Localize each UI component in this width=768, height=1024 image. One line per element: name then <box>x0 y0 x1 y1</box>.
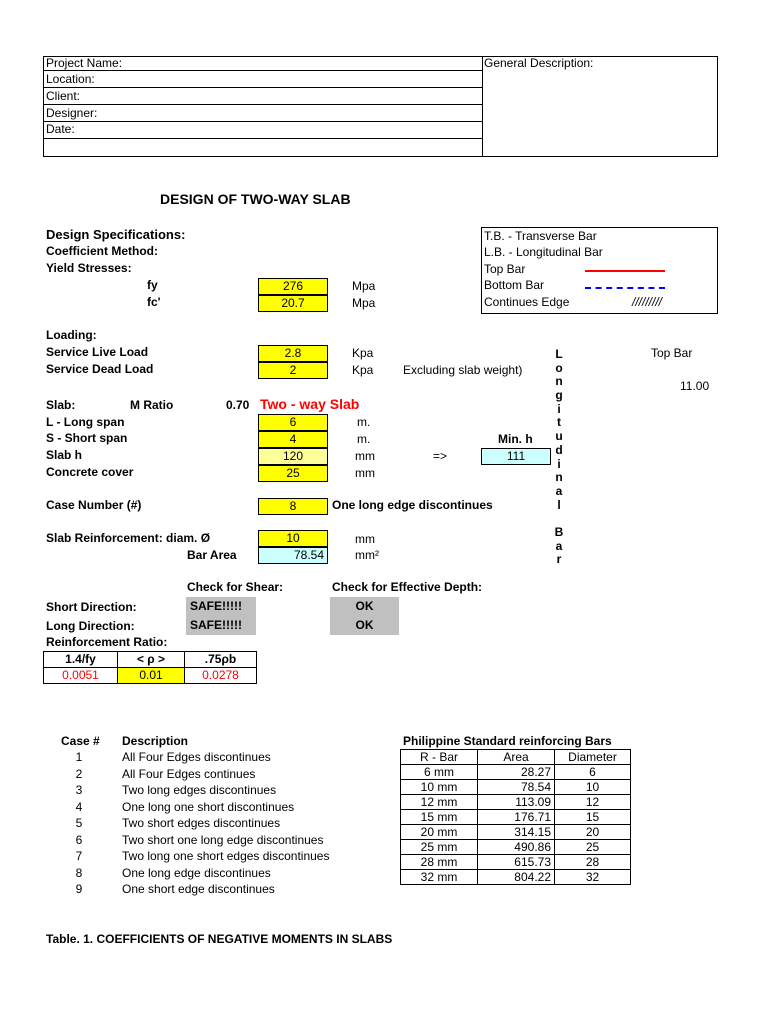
table-row <box>401 780 631 795</box>
legend-continues-edge: Continues Edge <box>484 295 570 309</box>
bar-area-unit: mm² <box>355 548 379 562</box>
bars-cell-area: 176.71 <box>478 810 555 825</box>
long-direction-label: Long Direction: <box>46 619 135 633</box>
bars-cell-diameter: 6 <box>555 765 631 780</box>
live-load-input[interactable]: 2.8 <box>258 345 328 362</box>
legend-top-bar: Top Bar <box>484 262 526 276</box>
case-row <box>0 783 400 799</box>
short-shear-result: SAFE!!!!! <box>186 597 256 616</box>
case-row-number: 6 <box>75 832 83 847</box>
bar-area-label: Bar Area <box>187 548 237 562</box>
loading-heading: Loading: <box>46 328 97 342</box>
long-span-unit: m. <box>357 415 371 429</box>
bars-cell-area: 78.54 <box>478 780 555 795</box>
coefficient-method-label: Coefficient Method: <box>46 244 158 258</box>
case-row-number: 3 <box>75 783 83 797</box>
case-row-number: 8 <box>75 865 83 880</box>
vertical-letter: o <box>555 360 563 375</box>
short-direction-label: Short Direction: <box>46 600 137 614</box>
live-load-label: Service Live Load <box>46 345 149 359</box>
vertical-letter: a <box>555 483 563 498</box>
date-label: Date: <box>46 122 75 136</box>
bars-cell-diameter: 25 <box>555 840 631 855</box>
case-row-number: 4 <box>75 799 83 814</box>
slab-label: Slab: <box>46 398 76 412</box>
table-row <box>401 855 631 870</box>
case-row-description: Two short one long edge discontinues <box>122 832 324 847</box>
concrete-cover-input[interactable]: 25 <box>258 465 328 482</box>
short-span-input[interactable]: 4 <box>258 431 328 448</box>
case-row-number: 7 <box>75 849 83 863</box>
case-row-description: One short edge discontinues <box>122 882 275 896</box>
general-description-label: General Description: <box>484 56 594 70</box>
dead-load-input[interactable]: 2 <box>258 362 328 379</box>
concrete-cover-label: Concrete cover <box>46 465 134 479</box>
location-label: Location: <box>46 72 95 86</box>
min-h-label: Min. h <box>498 432 533 446</box>
vertical-letter: d <box>555 442 563 457</box>
vertical-letter: g <box>555 388 563 403</box>
vertical-letter: L <box>555 347 563 361</box>
case-row-description: One long edge discontinues <box>122 865 271 880</box>
case-row <box>0 750 400 766</box>
fc-unit: Mpa <box>352 296 376 310</box>
ratio-header-min: 1.4/fy <box>43 651 118 668</box>
bars-cell-rbar: 10 mm <box>401 780 478 795</box>
long-shear-result: SAFE!!!!! <box>186 616 256 635</box>
bars-cell-diameter: 28 <box>555 855 631 870</box>
bars-cell-area: 113.09 <box>478 795 555 810</box>
case-description: One long edge discontinues <box>332 498 493 512</box>
case-number-label: Case Number (#) <box>46 498 142 512</box>
check-depth-heading: Check for Effective Depth: <box>332 580 483 594</box>
m-ratio-label: M Ratio <box>130 398 174 412</box>
vertical-letter: i <box>557 456 561 471</box>
vertical-letter: i <box>557 401 561 416</box>
case-row <box>0 767 400 783</box>
case-row <box>0 800 400 816</box>
ratio-min-value: 0.0051 <box>43 667 118 684</box>
bars-cell-area: 804.22 <box>478 870 555 885</box>
bars-cell-area: 28.27 <box>478 765 555 780</box>
bars-table <box>400 749 631 885</box>
dead-load-note: Excluding slab weight) <box>403 363 523 377</box>
case-row-number: 5 <box>75 816 83 830</box>
fy-label: fy <box>147 278 158 292</box>
case-row-number: 1 <box>75 750 83 764</box>
slab-type: Two - way Slab <box>260 396 360 412</box>
fy-unit: Mpa <box>352 279 376 293</box>
vertical-letter: l <box>557 497 561 512</box>
bars-header-diameter: Diameter <box>555 750 631 765</box>
arrow-symbol: => <box>433 449 448 463</box>
bars-cell-area: 314.15 <box>478 825 555 840</box>
short-depth-result: OK <box>330 597 399 616</box>
bars-cell-rbar: 28 mm <box>401 855 478 870</box>
vertical-letter: n <box>555 374 563 389</box>
case-row-description: One long one short discontinues <box>122 799 295 814</box>
table-row <box>401 795 631 810</box>
case-col-header: Case # <box>61 734 100 748</box>
table-row <box>401 870 631 885</box>
bars-cell-rbar: 20 mm <box>401 825 478 840</box>
fc-input[interactable]: 20.7 <box>258 295 328 312</box>
vertical-letter: a <box>555 538 563 553</box>
case-row-description: Two short edges discontinues <box>122 816 281 830</box>
yield-stresses-label: Yield Stresses: <box>46 261 132 275</box>
concrete-cover-unit: mm <box>355 466 375 480</box>
ratio-header-max: .75ρb <box>184 651 257 668</box>
reinforcement-diam-input[interactable]: 10 <box>258 530 328 547</box>
vertical-letter: n <box>555 470 563 485</box>
case-row <box>0 849 400 865</box>
case-row-number: 9 <box>75 882 83 896</box>
table-row <box>401 810 631 825</box>
vertical-letter: t <box>557 415 561 430</box>
bottom-bar-line-symbol <box>585 287 665 289</box>
fy-input[interactable]: 276 <box>258 278 328 295</box>
project-name-label: Project Name: <box>46 56 123 70</box>
bars-cell-rbar: 32 mm <box>401 870 478 885</box>
table-row <box>401 765 631 780</box>
top-bar-line-symbol <box>585 270 665 272</box>
case-row-description: All Four Edges continues <box>122 766 256 781</box>
bars-cell-diameter: 20 <box>555 825 631 840</box>
dead-load-unit: Kpa <box>352 363 374 377</box>
long-depth-result: OK <box>330 616 399 635</box>
bars-cell-diameter: 12 <box>555 795 631 810</box>
long-span-input[interactable]: 6 <box>258 414 328 431</box>
reinforcement-ratio-heading: Reinforcement Ratio: <box>46 635 168 649</box>
case-row-description: Two long edges discontinues <box>122 783 277 797</box>
bars-cell-diameter: 15 <box>555 810 631 825</box>
design-specifications-heading: Design Specifications: <box>46 227 186 242</box>
case-number-input[interactable]: 8 <box>258 498 328 515</box>
bars-header-area: Area <box>478 750 555 765</box>
right-top-bar-label: Top Bar <box>651 346 693 360</box>
short-span-unit: m. <box>357 432 371 446</box>
vertical-letter: r <box>556 552 562 567</box>
case-row <box>0 816 400 832</box>
bars-table-title: Philippine Standard reinforcing Bars <box>403 734 612 748</box>
case-row <box>0 866 400 882</box>
bars-cell-diameter: 32 <box>555 870 631 885</box>
vertical-letter: u <box>555 429 563 444</box>
project-info-box <box>43 56 718 157</box>
bars-cell-rbar: 12 mm <box>401 795 478 810</box>
legend-bottom-bar: Bottom Bar <box>484 278 545 292</box>
ratio-max-value: 0.0278 <box>184 667 257 684</box>
description-col-header: Description <box>122 734 189 748</box>
bars-cell-rbar: 15 mm <box>401 810 478 825</box>
longitudinal-bar-vertical-label <box>552 348 566 567</box>
vertical-letter: B <box>554 524 564 539</box>
bars-cell-area: 615.73 <box>478 855 555 870</box>
bars-cell-area: 490.86 <box>478 840 555 855</box>
fc-label: fc' <box>147 295 161 309</box>
table-row <box>401 840 631 855</box>
right-top-bar-value: 11.00 <box>680 379 710 393</box>
table-row <box>401 825 631 840</box>
client-label: Client: <box>46 89 81 103</box>
bars-cell-diameter: 10 <box>555 780 631 795</box>
case-row <box>0 833 400 849</box>
bars-header-rbar: R - Bar <box>401 750 478 765</box>
dead-load-label: Service Dead Load <box>46 362 154 376</box>
hatch-symbol: ///////// <box>632 295 663 309</box>
bar-area-value: 78.54 <box>258 547 328 564</box>
ratio-rho-value[interactable]: 0.01 <box>117 667 185 684</box>
slab-h-label: Slab h <box>46 448 83 462</box>
case-row <box>0 882 400 898</box>
legend-tb: T.B. - Transverse Bar <box>484 229 597 243</box>
bars-cell-rbar: 25 mm <box>401 840 478 855</box>
case-row-number: 2 <box>75 766 83 781</box>
ratio-header-rho: < ρ > <box>117 651 185 668</box>
page-title: DESIGN OF TWO-WAY SLAB <box>160 191 351 207</box>
min-h-value: 111 <box>481 448 551 465</box>
bars-cell-rbar: 6 mm <box>401 765 478 780</box>
m-ratio-value: 0.70 <box>226 398 250 412</box>
coefficients-table-caption: Table. 1. COEFFICIENTS OF NEGATIVE MOMENTS IN SLABS <box>46 932 393 946</box>
case-row-description: All Four Edges discontinues <box>122 750 271 764</box>
short-span-label: S - Short span <box>46 431 128 445</box>
live-load-unit: Kpa <box>352 346 374 360</box>
long-span-label: L - Long span <box>46 415 125 429</box>
check-shear-heading: Check for Shear: <box>187 580 284 594</box>
designer-label: Designer: <box>46 106 98 120</box>
legend-lb: L.B. - Longitudinal Bar <box>484 245 603 259</box>
slab-h-input[interactable]: 120 <box>258 448 328 465</box>
reinforcement-diam-label: Slab Reinforcement: diam. Ø <box>46 531 211 545</box>
vertical-letter <box>552 512 566 526</box>
case-row-description: Two long one short edges discontinues <box>122 849 330 863</box>
reinforcement-diam-unit: mm <box>355 532 375 546</box>
slab-h-unit: mm <box>355 449 375 463</box>
